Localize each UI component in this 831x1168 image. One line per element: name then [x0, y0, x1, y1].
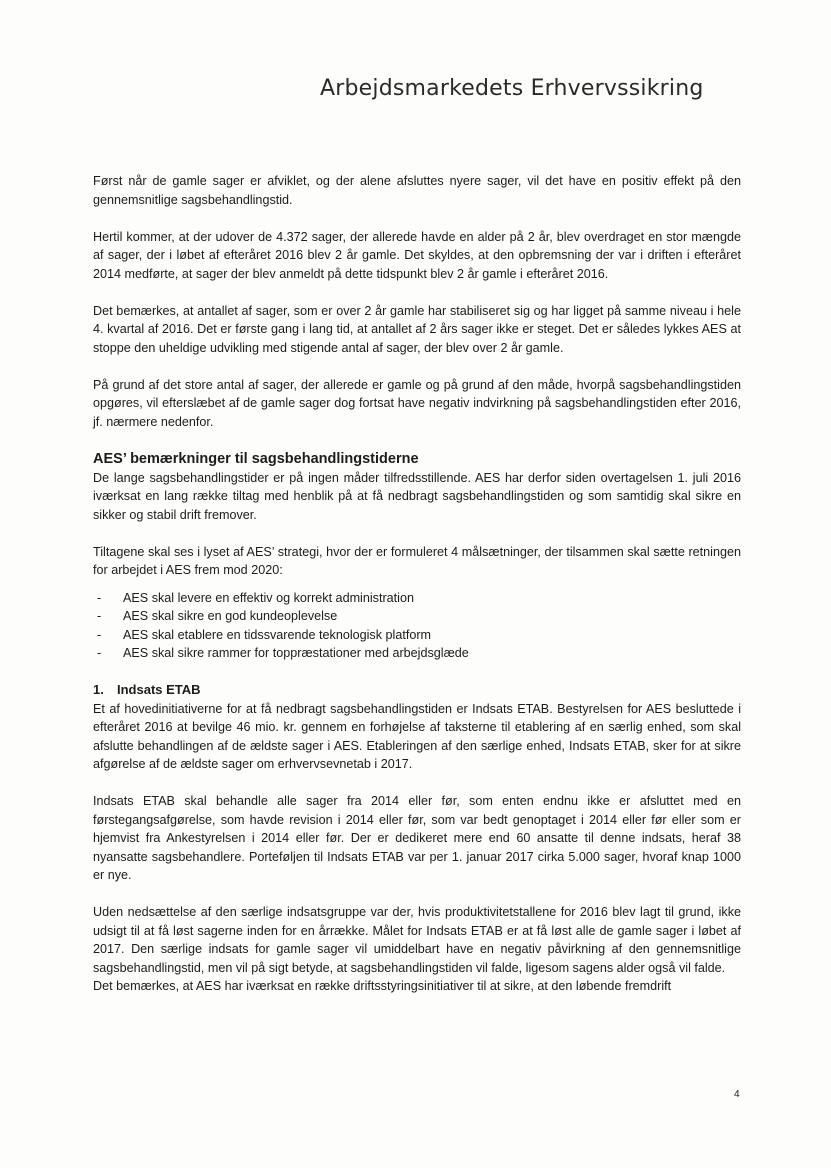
- list-bullet: -: [97, 590, 102, 605]
- body-paragraph: Uden nedsættelse af den særlige indsatsgruppe var der, hvis produktivitetstallene for 2016 blev lagt til grund, ikke udsigt til at få løst sagerne inden for en årrække. Målet for Indsats ETAB er at få løst alle de gamle sager i løbet af 2017. Den særlige indsats for gamle sager vil umiddelbart have en negativ påvirkning af den gennemsnitlige sagsbehandlingstid, men vil på sigt betyde, at sagsbehandlingstiden vil falde, ligesom sagens alder også vil falde.: [93, 905, 741, 975]
- body-paragraph: Det bemærkes, at antallet af sager, som er over 2 år gamle har stabiliseret sig og har ligget på samme niveau i hele 4. kvartal af 2016. Det er første gang i lang tid, at antallet af 2 års sager ikke er steget. Det er således lykkes AES at stoppe den uheldige udvikling med stigende antal af sager, der blev over 2 år gamle.: [93, 303, 741, 355]
- goals-list: [93, 589, 741, 663]
- page-header-title: Arbejdsmarkedets Erhvervssikring: [320, 76, 704, 101]
- section-heading: AES’ bemærkninger til sagsbehandlingstiderne: [93, 450, 419, 467]
- list-bullet: -: [97, 627, 102, 642]
- list-bullet: -: [97, 609, 102, 623]
- page-number: 4: [734, 1089, 740, 1100]
- list-item: - AES skal etablere en tidssvarende teknologisk platform: [93, 626, 741, 645]
- subsection-number: 1.: [93, 682, 104, 697]
- body-paragraph: Tiltagene skal ses i lyset af AES’ strategi, hvor der er formuleret 4 målsætninger, der tilsammen skal sætte retningen for arbejdet i AES frem mod 2020:: [93, 544, 741, 577]
- body-paragraph: Indsats ETAB skal behandle alle sager fra 2014 eller før, som enten endnu ikke er afsluttet med en førstegangsafgørelse, som havde revision i 2014 eller før, som var bedt genoptaget i 2014 eller før eller som er hjemvist fra Ankestyrelsen i 2014 eller før. Der er dedikeret mere end 60 ansatte til denne indsats, heraf 38 nyansatte sagsbehandlere. Porteføljen til Indsats ETAB var per 1. januar 2017 cirka 5.000 sager, hvoraf knap 1000 er nye.: [93, 794, 741, 882]
- body-paragraph: Et af hovedinitiativerne for at få nedbragt sagsbehandlingstiden er Indsats ETAB. Bestyrelsen for AES besluttede i efteråret 2016 at bevilge 46 mio. kr. gennem en forhøjelse af taksterne til etablering af en særlig enhed, som skal afslutte behandlingen af de ældste sager i AES. Etableringen af den særlige enhed, Indsats ETAB, sker for at sikre afgørelse af de ældste sager om erhvervsevnetab i 2017.: [93, 701, 741, 771]
- list-item: - AES skal sikre rammer for toppræstationer med arbejdsglæde: [93, 644, 741, 663]
- body-paragraph: Det bemærkes, at AES har iværksat en række driftsstyringsinitiativer til at sikre, at den løbende fremdrift: [93, 979, 672, 993]
- body-paragraph: På grund af det store antal af sager, der allerede er gamle og på grund af den måde, hvorpå sagsbehandlingstiden opgøres, vil efterslæbet af de gamle sager dog fortsat have negativ indvirkning på sagsbehandlingstiden efter 2016, jf. nærmere nedenfor.: [93, 377, 741, 429]
- list-bullet: -: [97, 646, 102, 660]
- body-paragraph: Hertil kommer, at der udover de 4.372 sager, der allerede havde en alder på 2 år, blev overdraget en stor mængde af sager, der i løbet af efteråret 2016 blev 2 år gamle. Det skyldes, at den opbremsning der var i driften i efteråret 2014 medførte, at sager der blev anmeldt på dette tidspunkt blev 2 år gamle i efteråret 2016.: [93, 229, 741, 281]
- body-paragraph: De lange sagsbehandlingstider er på ingen måder tilfredsstillende. AES har derfor siden overtagelsen 1. juli 2016 iværksat en lang række tiltag med henblik på at få nedbragt sagsbehandlingstiden og som samtidig skal sikre en sikker og stabil drift fremover.: [93, 470, 741, 522]
- document-body: [93, 172, 741, 996]
- subsection-heading: [93, 681, 741, 700]
- list-item: - AES skal levere en effektiv og korrekt administration: [93, 589, 741, 608]
- subsection-title: Indsats ETAB: [117, 682, 201, 697]
- list-item: - AES skal sikre en god kundeoplevelse: [93, 607, 741, 626]
- body-paragraph: Først når de gamle sager er afviklet, og der alene afsluttes nyere sager, vil det have en positiv effekt på den gennemsnitlige sagsbehandlingstid.: [93, 174, 741, 207]
